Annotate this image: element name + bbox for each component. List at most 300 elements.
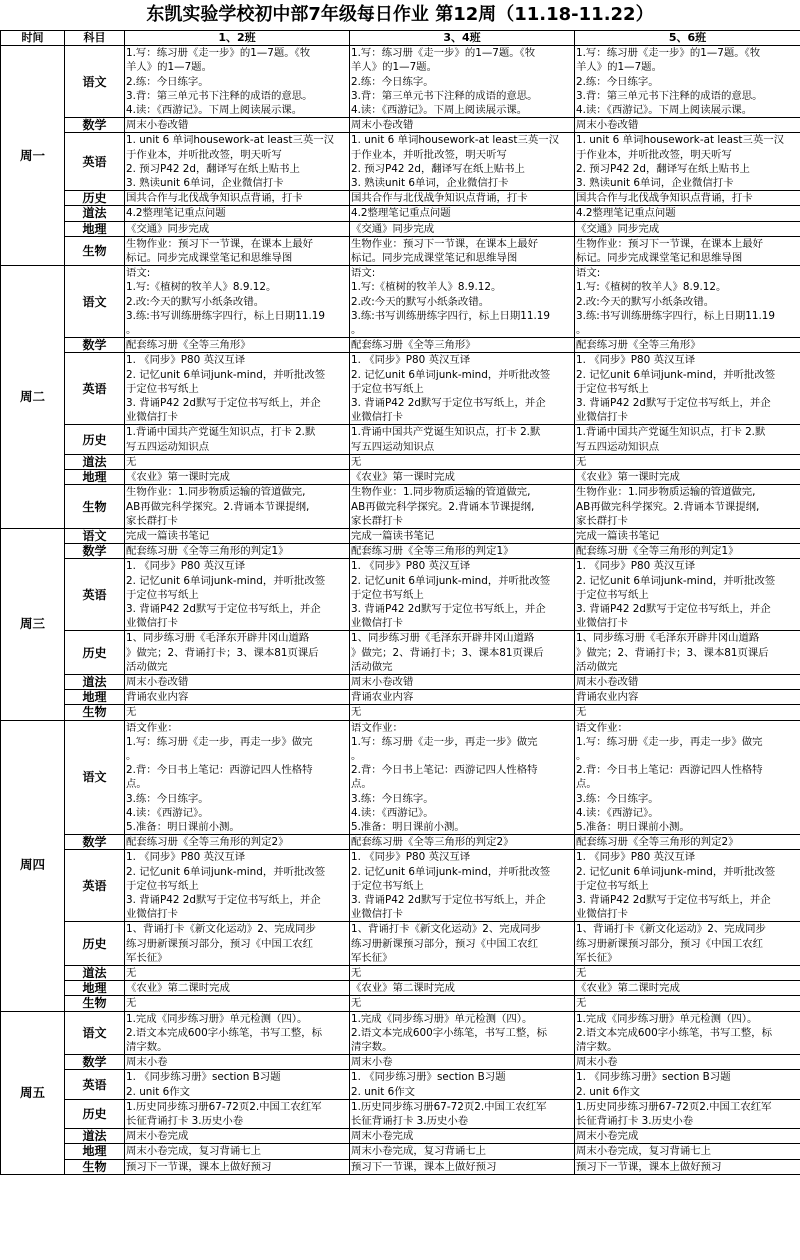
- homework-cell: [350, 118, 575, 133]
- homework-line: 1、背诵打卡《新文化运动》2、完成同步: [126, 923, 316, 936]
- homework-line: 3. 背诵P42 2d默写于定位书写纸上，并企: [576, 397, 771, 410]
- homework-cell: [350, 544, 575, 559]
- homework-line: 3.背：第三单元书下注释的成语的意思。: [126, 89, 313, 102]
- subject-label: 语文: [65, 720, 125, 835]
- page-title: 东凯实验学校初中部7年级每日作业 第12周（11.18-11.22）: [146, 4, 654, 25]
- table-row: [1, 559, 800, 631]
- homework-cell: [125, 1144, 350, 1159]
- homework-line: 业微信打卡: [126, 617, 178, 630]
- homework-cell: [125, 690, 350, 705]
- homework-line: 周末小卷完成，复习背诵七上: [351, 1145, 487, 1158]
- day-label: 周五: [1, 1011, 65, 1174]
- homework-line: 配套练习册《全等三角形》: [351, 339, 476, 352]
- homework-line: 完成一篇读书笔记: [126, 529, 210, 542]
- table-row: [1, 338, 800, 353]
- homework-line: 无: [576, 706, 587, 719]
- homework-cell: [125, 118, 350, 133]
- homework-line: 预习下一节课，课本上做好预习: [576, 1160, 722, 1173]
- table-row: [1, 996, 800, 1011]
- homework-line: 1.写：练习册《走一步》的1—7题。《牧: [576, 47, 761, 60]
- homework-line: 活动做完: [576, 660, 618, 673]
- homework-line: 羊人》的1—7题。: [351, 61, 437, 74]
- homework-line: 3. 背诵P42 2d默写于定位书写纸上，并企: [576, 602, 771, 615]
- homework-cell: [575, 118, 800, 133]
- homework-line: 军长征》: [126, 951, 168, 964]
- homework-line: 2. 记忆unit 6单词junk-mind，并听批改签: [351, 865, 551, 878]
- homework-line: 1、同步练习册《毛泽东开辟井冈山道路: [126, 632, 310, 645]
- homework-line: 于定位书写纸上: [351, 879, 424, 892]
- homework-cell: [350, 981, 575, 996]
- homework-line: 1.背诵中国共产党诞生知识点，打卡 2.默: [576, 426, 766, 439]
- homework-line: 《交通》同步完成: [576, 222, 660, 235]
- homework-cell: [575, 1144, 800, 1159]
- homework-line: 5.准备：明日课前小测。: [351, 820, 465, 833]
- homework-line: 配套练习册《全等三角形的判定1》: [576, 545, 739, 558]
- homework-line: 于作业本，并听批改签，明天听写: [351, 148, 507, 161]
- homework-line: 家长群打卡: [351, 514, 403, 527]
- homework-cell: [125, 922, 350, 966]
- homework-line: 配套练习册《全等三角形的判定2》: [576, 836, 739, 849]
- homework-line: 》做完；2、背诵打卡；3、课本81页课后: [576, 646, 769, 659]
- header-subject: 科目: [65, 31, 125, 46]
- homework-line: 1. 《同步练习册》section B习题: [576, 1071, 731, 1084]
- homework-line: 活动做完: [126, 660, 168, 673]
- homework-cell: [125, 720, 350, 835]
- table-row: [1, 353, 800, 425]
- homework-line: 周末小卷完成，复习背诵七上: [576, 1145, 712, 1158]
- homework-line: 3. 背诵P42 2d默写于定位书写纸上，并企: [126, 893, 321, 906]
- homework-cell: [350, 631, 575, 675]
- homework-line: 家长群打卡: [576, 514, 628, 527]
- homework-line: 2. 记忆unit 6单词junk-mind，并听批改签: [126, 865, 326, 878]
- homework-cell: [350, 1011, 575, 1055]
- homework-cell: [125, 544, 350, 559]
- header-time: 时间: [1, 31, 65, 46]
- homework-cell: [575, 544, 800, 559]
- homework-cell: [575, 191, 800, 206]
- homework-line: 完成一篇读书笔记: [351, 529, 435, 542]
- homework-cell: [125, 454, 350, 469]
- homework-line: 于定位书写纸上: [351, 588, 424, 601]
- homework-cell: [350, 966, 575, 981]
- homework-line: 清字数。: [351, 1041, 393, 1054]
- homework-cell: [125, 338, 350, 353]
- homework-line: 预习下一节课，课本上做好预习: [126, 1160, 272, 1173]
- homework-line: 于定位书写纸上: [576, 588, 649, 601]
- homework-cell: [575, 266, 800, 338]
- homework-cell: [350, 1159, 575, 1174]
- homework-line: 2.改:今天的默写小纸条改错。: [576, 295, 715, 308]
- homework-line: 1. unit 6 单词housework-at least三英一汉: [351, 134, 560, 147]
- homework-cell: [125, 425, 350, 454]
- homework-cell: [350, 236, 575, 265]
- homework-line: 家长群打卡: [126, 514, 178, 527]
- table-row: [1, 206, 800, 221]
- homework-line: 业微信打卡: [351, 411, 403, 424]
- homework-line: 3.练：今日练字。: [576, 792, 659, 805]
- homework-line: 3. 背诵P42 2d默写于定位书写纸上，并企: [126, 602, 321, 615]
- homework-line: 周末小卷改错: [576, 675, 639, 688]
- homework-cell: [575, 966, 800, 981]
- table-row: [1, 236, 800, 265]
- homework-cell: [350, 353, 575, 425]
- homework-cell: [125, 46, 350, 118]
- homework-line: 。: [576, 324, 587, 337]
- homework-cell: [125, 353, 350, 425]
- homework-line: 1.写:《植树的牧羊人》8.9.12。: [351, 281, 502, 294]
- homework-line: 国共合作与北伐战争知识点背诵，打卡: [126, 192, 303, 205]
- homework-line: 1.完成《同步练习册》单元检测（四）。: [351, 1012, 533, 1025]
- homework-line: 。: [351, 324, 362, 337]
- homework-line: 长征背诵打卡 3.历史小卷: [576, 1115, 694, 1128]
- homework-cell: [350, 1099, 575, 1128]
- homework-line: 长征背诵打卡 3.历史小卷: [351, 1115, 469, 1128]
- homework-cell: [350, 221, 575, 236]
- homework-line: 周末小卷完成: [576, 1130, 639, 1143]
- homework-cell: [125, 1070, 350, 1099]
- homework-line: 3. 熟读unit 6单词，企业微信打卡: [576, 177, 734, 190]
- homework-line: 。: [576, 749, 587, 762]
- table-row: [1, 191, 800, 206]
- homework-line: 1.历史同步练习册67-72页2.中国工农红军: [576, 1100, 772, 1113]
- homework-line: 周末小卷改错: [351, 119, 414, 132]
- homework-cell: [350, 266, 575, 338]
- header-class-3-4: 3、4班: [350, 31, 575, 46]
- homework-line: 4.读：《西游记》。下周上阅读展示课。: [351, 104, 528, 117]
- homework-cell: [125, 705, 350, 720]
- homework-line: 军长征》: [351, 951, 393, 964]
- homework-line: 周末小卷: [126, 1056, 168, 1069]
- homework-cell: [350, 835, 575, 850]
- homework-cell: [575, 720, 800, 835]
- homework-line: 2.练：今日练字。: [576, 75, 659, 88]
- homework-line: 军长征》: [576, 951, 618, 964]
- homework-line: 写五四运动知识点: [576, 440, 660, 453]
- homework-line: 1.历史同步练习册67-72页2.中国工农红军: [351, 1100, 547, 1113]
- homework-cell: [125, 206, 350, 221]
- homework-cell: [575, 454, 800, 469]
- homework-line: 2.练：今日练字。: [351, 75, 434, 88]
- homework-line: 4.读：《西游记》。下周上阅读展示课。: [126, 104, 303, 117]
- homework-cell: [350, 720, 575, 835]
- homework-line: 1.背诵中国共产党诞生知识点，打卡 2.默: [351, 426, 541, 439]
- homework-line: 配套练习册《全等三角形的判定1》: [351, 545, 514, 558]
- homework-line: 1.写：练习册《走一步，再走一步》做完: [126, 735, 313, 748]
- homework-cell: [575, 470, 800, 485]
- homework-cell: [575, 206, 800, 221]
- table-row: [1, 690, 800, 705]
- subject-label: 历史: [65, 922, 125, 966]
- homework-cell: [575, 850, 800, 922]
- homework-cell: [575, 690, 800, 705]
- homework-line: 2. unit 6作文: [351, 1085, 416, 1098]
- homework-cell: [350, 206, 575, 221]
- table-row: [1, 544, 800, 559]
- homework-line: 2.语文本完成600字小练笔，书写工整，标: [126, 1026, 322, 1039]
- homework-line: 配套练习册《全等三角形的判定2》: [351, 836, 514, 849]
- homework-line: 周末小卷完成: [126, 1130, 189, 1143]
- homework-line: 2.改:今天的默写小纸条改错。: [126, 295, 265, 308]
- table-row: [1, 1129, 800, 1144]
- subject-label: 地理: [65, 470, 125, 485]
- homework-line: 2. 记忆unit 6单词junk-mind，并听批改签: [351, 368, 551, 381]
- homework-line: 语文:: [351, 267, 376, 280]
- homework-line: 3. 背诵P42 2d默写于定位书写纸上，并企: [351, 397, 546, 410]
- homework-cell: [575, 425, 800, 454]
- homework-line: 点。: [576, 778, 597, 791]
- homework-line: 1. unit 6 单词housework-at least三英一汉: [576, 134, 785, 147]
- homework-line: 1.写:《植树的牧羊人》8.9.12。: [126, 281, 277, 294]
- homework-cell: [575, 922, 800, 966]
- homework-line: 3. 熟读unit 6单词，企业微信打卡: [351, 177, 509, 190]
- homework-cell: [350, 1070, 575, 1099]
- homework-cell: [350, 454, 575, 469]
- homework-line: 《交通》同步完成: [351, 222, 435, 235]
- homework-line: 3.练：今日练字。: [351, 792, 434, 805]
- subject-label: 数学: [65, 1055, 125, 1070]
- table-row: [1, 221, 800, 236]
- homework-cell: [575, 674, 800, 689]
- homework-line: 5.准备：明日课前小测。: [126, 820, 240, 833]
- homework-line: 长征背诵打卡 3.历史小卷: [126, 1115, 244, 1128]
- homework-line: 4.2整理笔记重点问题: [351, 207, 451, 220]
- homework-cell: [350, 690, 575, 705]
- homework-line: 语文作业：: [576, 721, 628, 734]
- homework-line: 2.背：今日书上笔记：西游记四人性格特: [576, 764, 763, 777]
- subject-label: 语文: [65, 1011, 125, 1055]
- homework-line: 周末小卷改错: [126, 675, 189, 688]
- homework-line: 周末小卷: [351, 1056, 393, 1069]
- homework-line: 业微信打卡: [576, 617, 628, 630]
- homework-line: 周末小卷: [576, 1056, 618, 1069]
- subject-label: 数学: [65, 544, 125, 559]
- homework-line: AB再做完科学探究。2.背诵本节课提纲,: [351, 500, 535, 513]
- subject-label: 数学: [65, 835, 125, 850]
- homework-cell: [350, 559, 575, 631]
- subject-label: 地理: [65, 221, 125, 236]
- homework-line: 2. 预习P42 2d，翻译写在纸上贴书上: [126, 162, 300, 175]
- homework-cell: [575, 1070, 800, 1099]
- header-row: [1, 31, 800, 46]
- homework-line: 业微信打卡: [576, 411, 628, 424]
- homework-cell: [575, 353, 800, 425]
- homework-cell: [350, 470, 575, 485]
- homework-line: 于定位书写纸上: [576, 382, 649, 395]
- homework-line: 1. 《同步》P80 英汉互译: [126, 354, 246, 367]
- homework-line: 1. 《同步》P80 英汉互译: [126, 851, 246, 864]
- homework-line: 》做完；2、背诵打卡；3、课本81页课后: [126, 646, 319, 659]
- homework-line: 2. 记忆unit 6单词junk-mind，并听批改签: [576, 574, 776, 587]
- homework-cell: [575, 528, 800, 543]
- homework-line: AB再做完科学探究。2.背诵本节课提纲,: [126, 500, 310, 513]
- homework-line: 1.写：练习册《走一步，再走一步》做完: [351, 735, 538, 748]
- day-label: 周三: [1, 528, 65, 720]
- homework-cell: [125, 191, 350, 206]
- homework-cell: [575, 221, 800, 236]
- homework-cell: [125, 1055, 350, 1070]
- subject-label: 道法: [65, 674, 125, 689]
- homework-line: 周末小卷完成，复习背诵七上: [126, 1145, 262, 1158]
- homework-line: 1. 《同步》P80 英汉互译: [576, 354, 696, 367]
- homework-cell: [575, 133, 800, 191]
- homework-line: 3.练：今日练字。: [126, 792, 209, 805]
- subject-label: 生物: [65, 485, 125, 529]
- subject-label: 地理: [65, 1144, 125, 1159]
- homework-line: 1.写:《植树的牧羊人》8.9.12。: [576, 281, 727, 294]
- homework-cell: [125, 1099, 350, 1128]
- homework-line: 1.写：练习册《走一步》的1—7题。《牧: [351, 47, 536, 60]
- homework-line: 2.改:今天的默写小纸条改错。: [351, 295, 490, 308]
- homework-line: 于定位书写纸上: [126, 588, 199, 601]
- homework-line: 无: [126, 997, 137, 1010]
- homework-cell: [350, 705, 575, 720]
- homework-line: 2.语文本完成600字小练笔，书写工整，标: [351, 1026, 547, 1039]
- homework-line: 业微信打卡: [126, 411, 178, 424]
- homework-line: 4.读：《西游记》。下周上阅读展示课。: [576, 104, 753, 117]
- homework-line: 羊人》的1—7题。: [576, 61, 662, 74]
- homework-cell: [125, 1159, 350, 1174]
- subject-label: 历史: [65, 425, 125, 454]
- homework-line: 2. 记忆unit 6单词junk-mind，并听批改签: [351, 574, 551, 587]
- subject-label: 道法: [65, 1129, 125, 1144]
- homework-line: 。: [126, 749, 137, 762]
- subject-label: 道法: [65, 966, 125, 981]
- homework-cell: [350, 1144, 575, 1159]
- subject-label: 语文: [65, 266, 125, 338]
- table-row: [1, 850, 800, 922]
- homework-line: 1. 《同步》P80 英汉互译: [126, 560, 246, 573]
- homework-line: 2. 记忆unit 6单词junk-mind，并听批改签: [126, 368, 326, 381]
- table-row: [1, 981, 800, 996]
- table-row: [1, 1159, 800, 1174]
- homework-line: 1、同步练习册《毛泽东开辟井冈山道路: [351, 632, 535, 645]
- subject-label: 道法: [65, 454, 125, 469]
- homework-cell: [575, 236, 800, 265]
- table-row: [1, 835, 800, 850]
- homework-line: 》做完；2、背诵打卡；3、课本81页课后: [351, 646, 544, 659]
- homework-cell: [350, 674, 575, 689]
- subject-label: 历史: [65, 631, 125, 675]
- homework-line: 3.练:书写训练册练字四行，标上日期11.19: [576, 309, 776, 322]
- homework-cell: [125, 236, 350, 265]
- homework-line: 3.背：第三单元书下注释的成语的意思。: [576, 89, 763, 102]
- homework-line: 业微信打卡: [126, 908, 178, 921]
- homework-line: 生物作业：预习下一节课，在课本上最好: [576, 237, 764, 250]
- table-row: [1, 922, 800, 966]
- homework-line: 完成一篇读书笔记: [576, 529, 660, 542]
- homework-line: 无: [351, 455, 362, 468]
- homework-cell: [350, 485, 575, 529]
- homework-cell: [125, 996, 350, 1011]
- table-row: [1, 966, 800, 981]
- homework-line: 于定位书写纸上: [126, 879, 199, 892]
- homework-line: 写五四运动知识点: [126, 440, 210, 453]
- table-row: [1, 266, 800, 338]
- homework-line: 《农业》第一课时完成: [351, 471, 455, 484]
- homework-line: 。: [351, 749, 362, 762]
- homework-cell: [350, 528, 575, 543]
- table-row: [1, 1055, 800, 1070]
- homework-line: 4.读：《西游记》。: [126, 806, 209, 819]
- subject-label: 语文: [65, 46, 125, 118]
- homework-line: 1.写：练习册《走一步》的1—7题。《牧: [126, 47, 311, 60]
- homework-cell: [350, 1055, 575, 1070]
- homework-line: 1.历史同步练习册67-72页2.中国工农红军: [126, 1100, 322, 1113]
- homework-line: 1. 《同步练习册》section B习题: [126, 1071, 281, 1084]
- day-label: 周一: [1, 46, 65, 266]
- homework-table: [0, 30, 800, 1175]
- subject-label: 生物: [65, 705, 125, 720]
- table-row: [1, 485, 800, 529]
- homework-line: 《农业》第二课时完成: [576, 982, 680, 995]
- homework-line: 点。: [351, 778, 372, 791]
- homework-line: 无: [126, 706, 137, 719]
- homework-cell: [125, 966, 350, 981]
- homework-cell: [350, 338, 575, 353]
- homework-line: 练习册新课预习部分，预习《中国工农红: [351, 937, 539, 950]
- homework-cell: [575, 1099, 800, 1128]
- homework-line: 周末小卷完成: [351, 1130, 414, 1143]
- homework-line: 《农业》第一课时完成: [126, 471, 230, 484]
- homework-line: 2.背：今日书上笔记：西游记四人性格特: [126, 764, 313, 777]
- homework-line: 1.背诵中国共产党诞生知识点，打卡 2.默: [126, 426, 316, 439]
- homework-line: 配套练习册《全等三角形的判定1》: [126, 545, 289, 558]
- homework-cell: [125, 1011, 350, 1055]
- homework-cell: [575, 485, 800, 529]
- homework-line: 3. 熟读unit 6单词，企业微信打卡: [126, 177, 284, 190]
- table-row: [1, 720, 800, 835]
- homework-cell: [350, 1129, 575, 1144]
- homework-cell: [350, 191, 575, 206]
- homework-cell: [125, 1129, 350, 1144]
- homework-line: 无: [351, 967, 362, 979]
- homework-line: 4.2整理笔记重点问题: [126, 207, 226, 220]
- homework-line: 练习册新课预习部分，预习《中国工农红: [126, 937, 314, 950]
- homework-cell: [125, 631, 350, 675]
- subject-label: 生物: [65, 1159, 125, 1174]
- homework-line: 于定位书写纸上: [126, 382, 199, 395]
- table-row: [1, 1070, 800, 1099]
- homework-line: 周末小卷改错: [576, 119, 639, 132]
- homework-line: 5.准备：明日课前小测。: [576, 820, 690, 833]
- homework-cell: [575, 46, 800, 118]
- homework-line: 3.背：第三单元书下注释的成语的意思。: [351, 89, 538, 102]
- homework-cell: [575, 338, 800, 353]
- homework-line: 3.练:书写训练册练字四行，标上日期11.19: [126, 309, 326, 322]
- homework-line: 1. unit 6 单词housework-at least三英一汉: [126, 134, 335, 147]
- homework-line: 1.写：练习册《走一步，再走一步》做完: [576, 735, 763, 748]
- homework-cell: [125, 850, 350, 922]
- homework-line: 无: [576, 997, 587, 1010]
- homework-line: 3. 背诵P42 2d默写于定位书写纸上，并企: [351, 893, 546, 906]
- homework-line: 点。: [126, 778, 147, 791]
- homework-cell: [575, 705, 800, 720]
- table-row: [1, 705, 800, 720]
- homework-cell: [125, 835, 350, 850]
- homework-line: 业微信打卡: [351, 617, 403, 630]
- homework-line: 无: [576, 455, 587, 468]
- homework-cell: [575, 1159, 800, 1174]
- table-row: [1, 528, 800, 543]
- homework-line: 无: [126, 967, 137, 979]
- homework-line: 4.2整理笔记重点问题: [576, 207, 676, 220]
- homework-line: 2.练：今日练字。: [126, 75, 209, 88]
- homework-line: 2. 预习P42 2d，翻译写在纸上贴书上: [576, 162, 750, 175]
- homework-line: 生物作业：1.同步物质运输的管道做完,: [126, 486, 306, 499]
- homework-line: 清字数。: [576, 1041, 618, 1054]
- homework-line: 生物作业：预习下一节课，在课本上最好: [351, 237, 539, 250]
- homework-cell: [125, 485, 350, 529]
